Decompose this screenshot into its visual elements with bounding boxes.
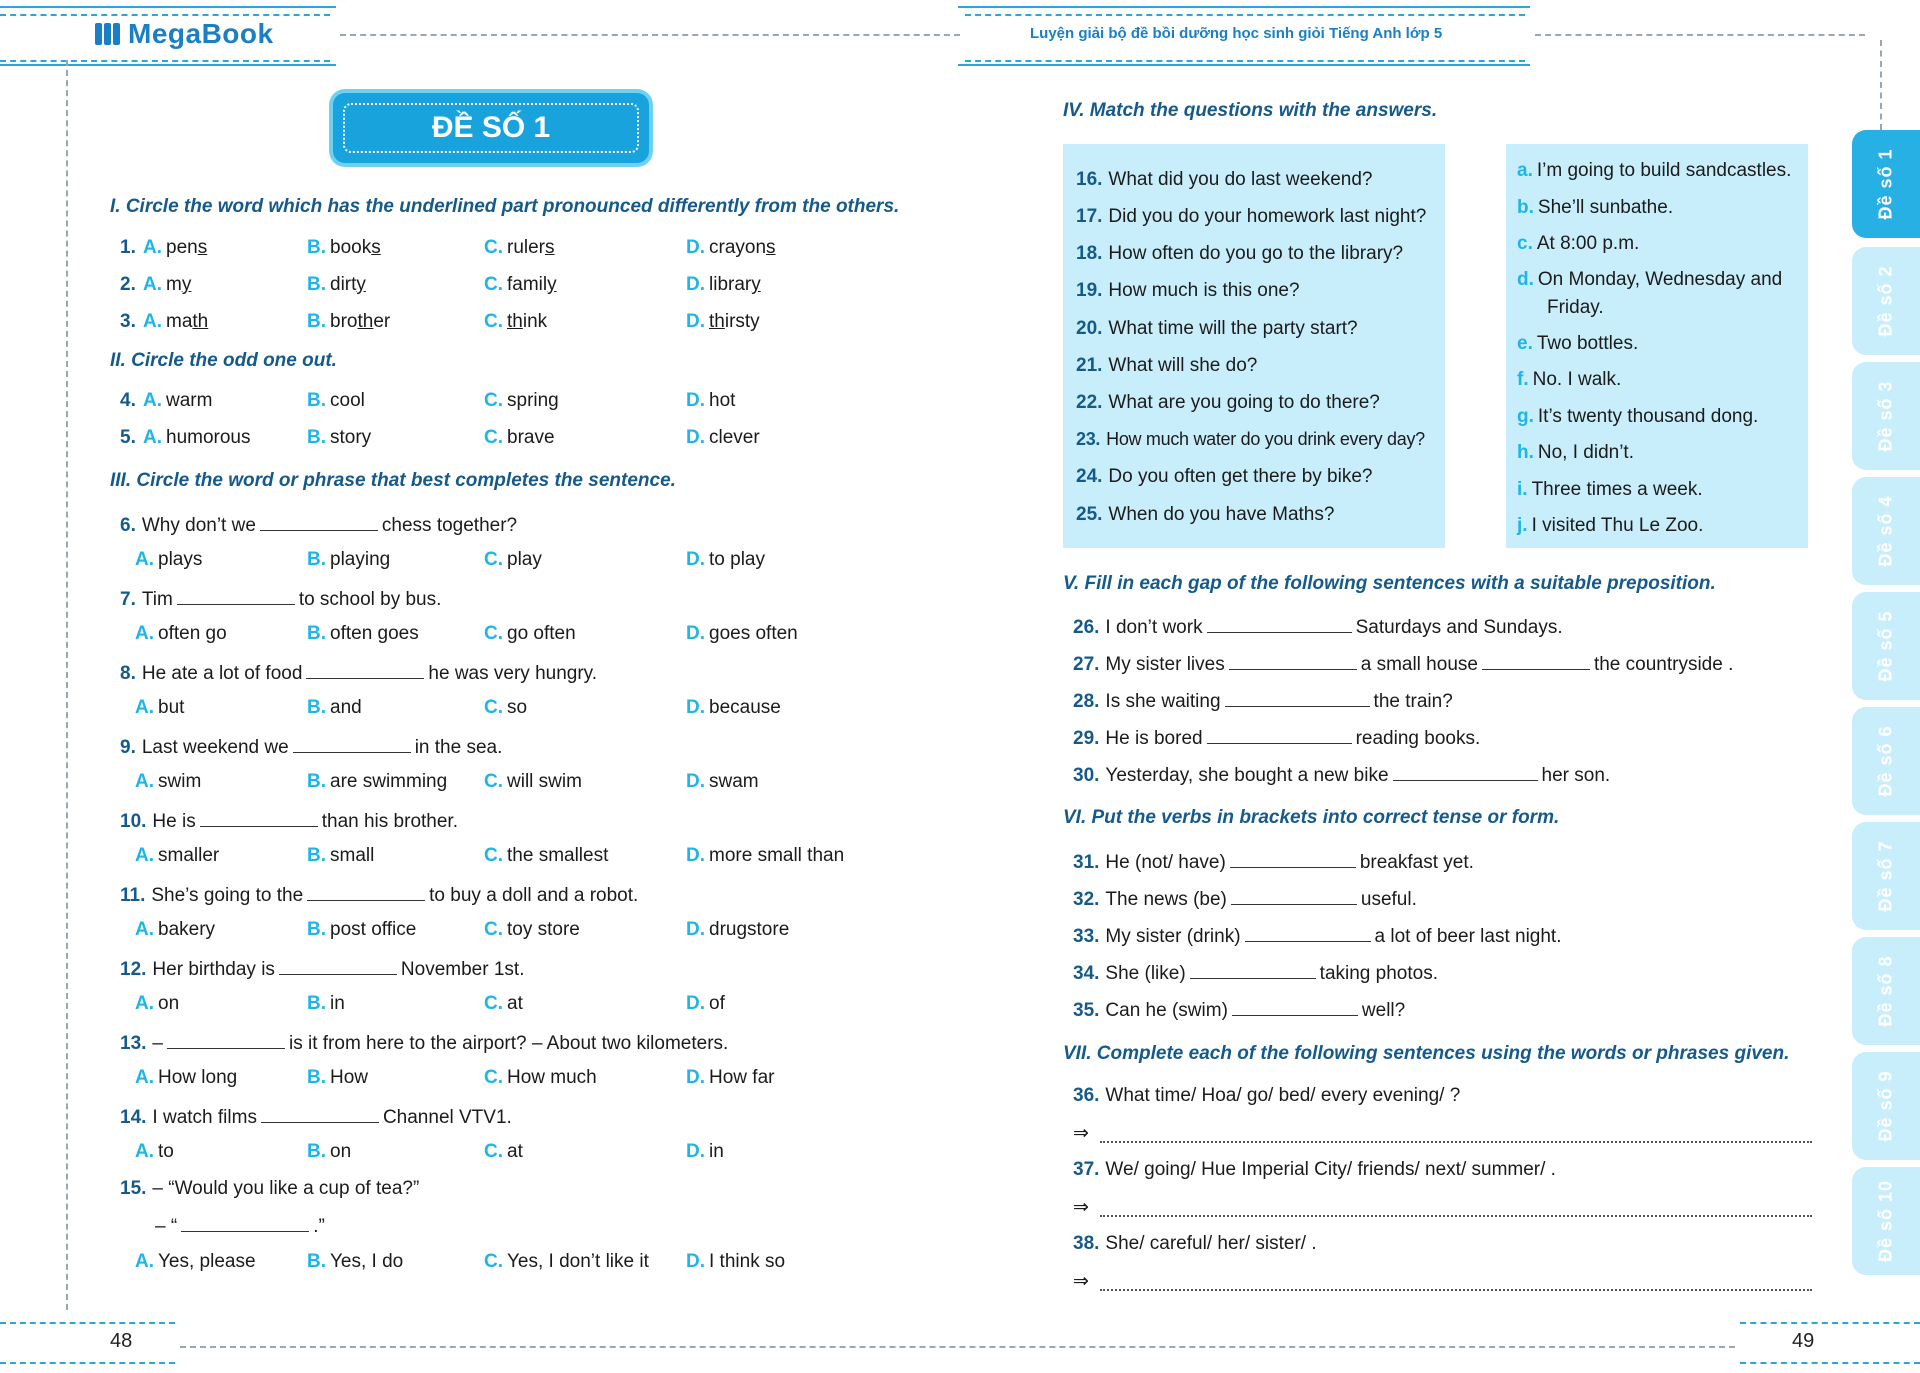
tab-de-so-8[interactable]: Đề số 8 [1852, 937, 1920, 1045]
section-1-heading: I. Circle the word which has the underlined part pronounced differently from the others. [110, 196, 900, 217]
question-33: 33. My sister (drink) a lot of beer last night. [1073, 923, 1562, 948]
q10-option-b[interactable]: B. small [307, 845, 375, 866]
answer-blank[interactable] [167, 1030, 285, 1049]
answer-blank[interactable] [1190, 960, 1316, 979]
q6-option-d[interactable]: D. to play [686, 549, 765, 570]
match-question-21: 21. What will she do? [1076, 355, 1258, 376]
match-answer-d-cont: Friday. [1547, 297, 1604, 318]
q12-option-c[interactable]: C. at [484, 993, 523, 1014]
page-number-right: 49 [1792, 1330, 1815, 1352]
q4-option-a[interactable]: A. warm [143, 390, 213, 411]
answer-blank[interactable] [261, 1104, 379, 1123]
q8-option-b[interactable]: B. and [307, 697, 362, 718]
section-4-heading: IV. Match the questions with the answers. [1063, 100, 1438, 121]
q2-option-d[interactable]: D. library [686, 274, 761, 295]
q1-option-d[interactable]: D. crayons [686, 237, 776, 258]
answer-line-37[interactable] [1073, 1196, 1089, 1219]
answer-blank[interactable] [1393, 762, 1538, 781]
q6-option-a[interactable]: A. plays [135, 549, 203, 570]
q11-option-b[interactable]: B. post office [307, 919, 417, 940]
q9-option-a[interactable]: A. swim [135, 771, 202, 792]
q13-option-b[interactable]: B. How [307, 1067, 369, 1088]
q7-option-c[interactable]: C. go often [484, 623, 576, 644]
q7-option-b[interactable]: B. often goes [307, 623, 419, 644]
right-margin-dash [1880, 40, 1882, 130]
question-4: 4. [120, 390, 136, 411]
q11-option-a[interactable]: A. bakery [135, 919, 216, 940]
section-2-heading: II. Circle the odd one out. [110, 350, 337, 371]
footer-dash [180, 1346, 1735, 1348]
answer-blank[interactable] [1225, 688, 1370, 707]
section-5-heading: V. Fill in each gap of the following sentences with a suitable preposition. [1063, 573, 1716, 594]
question-29: 29. He is bored reading books. [1073, 725, 1480, 750]
answer-blank[interactable] [306, 660, 424, 679]
answer-blank[interactable] [307, 882, 425, 901]
question-35: 35. Can he (swim) well? [1073, 997, 1405, 1022]
question-31: 31. He (not/ have) breakfast yet. [1073, 849, 1474, 874]
tab-de-so-9[interactable]: Đề số 9 [1852, 1052, 1920, 1160]
answer-blank[interactable] [200, 808, 318, 827]
match-answer-a: a. I’m going to build sandcastles. [1517, 160, 1792, 181]
question-15: 15. – “Would you like a cup of tea?” [120, 1178, 420, 1199]
match-question-17: 17. Did you do your homework last night? [1076, 206, 1427, 227]
q9-option-c[interactable]: C. will swim [484, 771, 582, 792]
match-question-16: 16. What did you do last weekend? [1076, 169, 1373, 190]
question-32: 32. The news (be) useful. [1073, 886, 1417, 911]
match-answer-d: d. On Monday, Wednesday and [1517, 269, 1783, 290]
question-2: 2. [120, 274, 136, 295]
match-answer-f: f. No. I walk. [1517, 369, 1622, 390]
dotted-answer-36[interactable] [1100, 1141, 1812, 1143]
question-36: 36. What time/ Hoa/ go/ bed/ every evening/ ? [1073, 1085, 1461, 1106]
q14-option-b[interactable]: B. on [307, 1141, 352, 1162]
question-28: 28. Is she waiting the train? [1073, 688, 1453, 713]
match-answer-e: e. Two bottles. [1517, 333, 1639, 354]
q3-option-a[interactable]: A. math [143, 311, 209, 332]
question-8: 8. He ate a lot of food he was very hungry. [120, 660, 597, 685]
question-3: 3. [120, 311, 136, 332]
q13-option-c[interactable]: C. How much [484, 1067, 597, 1088]
page-number-left: 48 [110, 1330, 133, 1352]
megabook-logo: MegaBook [95, 18, 274, 52]
arrow-icon: ⇒ [1073, 1123, 1089, 1144]
section-7-heading: VII. Complete each of the following sentences using the words or phrases given. [1063, 1043, 1790, 1064]
match-question-20: 20. What time will the party start? [1076, 318, 1358, 339]
q9-option-d[interactable]: D. swam [686, 771, 759, 792]
tab-de-so-3[interactable]: Đề số 3 [1852, 362, 1920, 470]
q2-option-a[interactable]: A. my [143, 274, 192, 295]
tab-de-so-5[interactable]: Đề số 5 [1852, 592, 1920, 700]
q14-option-d[interactable]: D. in [686, 1141, 724, 1162]
answer-blank[interactable] [1207, 725, 1352, 744]
logo-bars-icon [95, 20, 122, 52]
q14-option-a[interactable]: A. to [135, 1141, 174, 1162]
q8-option-c[interactable]: C. so [484, 697, 528, 718]
question-6: 6. Why don’t we chess together? [120, 512, 517, 537]
match-answer-c: c. At 8:00 p.m. [1517, 233, 1640, 254]
right-footer-ribbon [1740, 1322, 1920, 1364]
answer-blank[interactable] [293, 734, 411, 753]
q15-option-b[interactable]: B. Yes, I do [307, 1251, 404, 1272]
header-dash-left [340, 34, 960, 36]
answer-line-38[interactable] [1073, 1270, 1089, 1293]
answer-line-36[interactable] [1073, 1122, 1089, 1145]
arrow-icon: ⇒ [1073, 1271, 1089, 1292]
q4-option-d[interactable]: D. hot [686, 390, 736, 411]
dotted-answer-38[interactable] [1100, 1289, 1812, 1291]
q6-option-b[interactable]: B. playing [307, 549, 391, 570]
book-title: Luyện giải bộ đề bồi dưỡng học sinh giỏi Tiếng Anh lớp 5 [1030, 25, 1443, 42]
answer-blank[interactable] [1482, 651, 1590, 670]
match-answer-i: i. Three times a week. [1517, 479, 1703, 500]
section-3-heading: III. Circle the word or phrase that best completes the sentence. [110, 470, 676, 491]
answer-blank[interactable] [1207, 614, 1352, 633]
answer-blank[interactable] [1229, 651, 1357, 670]
match-question-18: 18. How often do you go to the library? [1076, 243, 1404, 264]
q1-option-b[interactable]: B. books [307, 237, 381, 258]
tab-de-so-2[interactable]: Đề số 2 [1852, 247, 1920, 355]
q2-option-b[interactable]: B. dirty [307, 274, 366, 295]
q8-option-a[interactable]: A. but [135, 697, 185, 718]
q12-option-b[interactable]: B. in [307, 993, 345, 1014]
q8-option-d[interactable]: D. because [686, 697, 781, 718]
q1-option-a[interactable]: A. pens [143, 237, 208, 258]
q5-option-d[interactable]: D. clever [686, 427, 760, 448]
question-13: 13. – is it from here to the airport? – About two kilometers. [120, 1030, 728, 1055]
match-question-22: 22. What are you going to do there? [1076, 392, 1380, 413]
answer-blank[interactable] [260, 512, 378, 531]
q3-option-c[interactable]: C. think [484, 311, 548, 332]
match-question-19: 19. How much is this one? [1076, 280, 1300, 301]
question-14: 14. I watch films Channel VTV1. [120, 1104, 512, 1129]
match-answer-h: h. No, I didn’t. [1517, 442, 1634, 463]
question-10: 10. He is than his brother. [120, 808, 458, 833]
q13-option-d[interactable]: D. How far [686, 1067, 775, 1088]
q4-option-c[interactable]: C. spring [484, 390, 559, 411]
q4-option-b[interactable]: B. cool [307, 390, 365, 411]
q12-option-a[interactable]: A. on [135, 993, 180, 1014]
match-question-25: 25. When do you have Maths? [1076, 504, 1335, 525]
q13-option-a[interactable]: A. How long [135, 1067, 238, 1088]
question-12: 12. Her birthday is November 1st. [120, 956, 524, 981]
left-footer-ribbon [0, 1322, 175, 1364]
answer-blank[interactable] [177, 586, 295, 605]
answer-blank[interactable] [279, 956, 397, 975]
question-37: 37. We/ going/ Hue Imperial City/ friends/ next/ summer/ . [1073, 1159, 1556, 1180]
answer-blank[interactable] [1232, 997, 1358, 1016]
q15-option-c[interactable]: C. Yes, I don’t like it [484, 1251, 649, 1272]
tab-de-so-4[interactable]: Đề số 4 [1852, 477, 1920, 585]
answer-blank[interactable] [1230, 849, 1356, 868]
q15-option-a[interactable]: A. Yes, please [135, 1251, 256, 1272]
match-answer-g: g. It’s twenty thousand dong. [1517, 406, 1759, 427]
q10-option-d[interactable]: D. more small than [686, 845, 845, 866]
match-question-24: 24. Do you often get there by bike? [1076, 466, 1373, 487]
q12-option-d[interactable]: D. of [686, 993, 725, 1014]
question-11: 11. She’s going to the to buy a doll and a robot. [120, 882, 638, 907]
q11-option-d[interactable]: D. drugstore [686, 919, 790, 940]
answer-blank[interactable] [1231, 886, 1357, 905]
q9-option-b[interactable]: B. are swimming [307, 771, 448, 792]
question-1: 1. [120, 237, 136, 258]
q15-option-d[interactable]: D. I think so [686, 1251, 786, 1272]
tab-de-so-6[interactable]: Đề số 6 [1852, 707, 1920, 815]
match-answer-j: j. I visited Thu Le Zoo. [1517, 515, 1704, 536]
question-34: 34. She (like) taking photos. [1073, 960, 1438, 985]
dotted-answer-37[interactable] [1100, 1215, 1812, 1217]
arrow-icon: ⇒ [1073, 1197, 1089, 1218]
q5-option-a[interactable]: A. humorous [143, 427, 251, 448]
answer-blank[interactable] [1245, 923, 1371, 942]
q10-option-a[interactable]: A. smaller [135, 845, 220, 866]
question-5: 5. [120, 427, 136, 448]
q5-option-c[interactable]: C. brave [484, 427, 555, 448]
q1-option-c[interactable]: C. rulers [484, 237, 555, 258]
left-margin-dash [66, 60, 68, 1310]
q2-option-c[interactable]: C. family [484, 274, 557, 295]
exam-title: ĐỀ SỐ 1 [343, 103, 639, 153]
tab-de-so-10[interactable]: Đề số 10 [1852, 1167, 1920, 1275]
header-dash-right [1535, 34, 1865, 36]
q5-option-b[interactable]: B. story [307, 427, 372, 448]
q6-option-c[interactable]: C. play [484, 549, 542, 570]
question-15-reply: – “ .” [155, 1213, 325, 1238]
q3-option-b[interactable]: B. brother [307, 311, 391, 332]
question-7: 7. Tim to school by bus. [120, 586, 441, 611]
q3-option-d[interactable]: D. thirsty [686, 311, 760, 332]
exam-title-badge [333, 93, 649, 163]
question-30: 30. Yesterday, she bought a new bike her son. [1073, 762, 1610, 787]
answer-blank[interactable] [181, 1213, 309, 1232]
match-question-23: 23. How much water do you drink every day? [1076, 429, 1425, 449]
q7-option-d[interactable]: D. goes often [686, 623, 798, 644]
q7-option-a[interactable]: A. often go [135, 623, 227, 644]
question-38: 38. She/ careful/ her/ sister/ . [1073, 1233, 1317, 1254]
q11-option-c[interactable]: C. toy store [484, 919, 580, 940]
q14-option-c[interactable]: C. at [484, 1141, 523, 1162]
q10-option-c[interactable]: C. the smallest [484, 845, 609, 866]
tab-de-so-7[interactable]: Đề số 7 [1852, 822, 1920, 930]
tab-de-so-1[interactable]: Đề số 1 [1852, 130, 1920, 238]
question-26: 26. I don’t work Saturdays and Sundays. [1073, 614, 1563, 639]
match-answer-b: b. She’ll sunbathe. [1517, 197, 1674, 218]
section-6-heading: VI. Put the verbs in brackets into correct tense or form. [1063, 807, 1560, 828]
question-27: 27. My sister lives a small house the countryside . [1073, 651, 1733, 676]
question-9: 9. Last weekend we in the sea. [120, 734, 502, 759]
